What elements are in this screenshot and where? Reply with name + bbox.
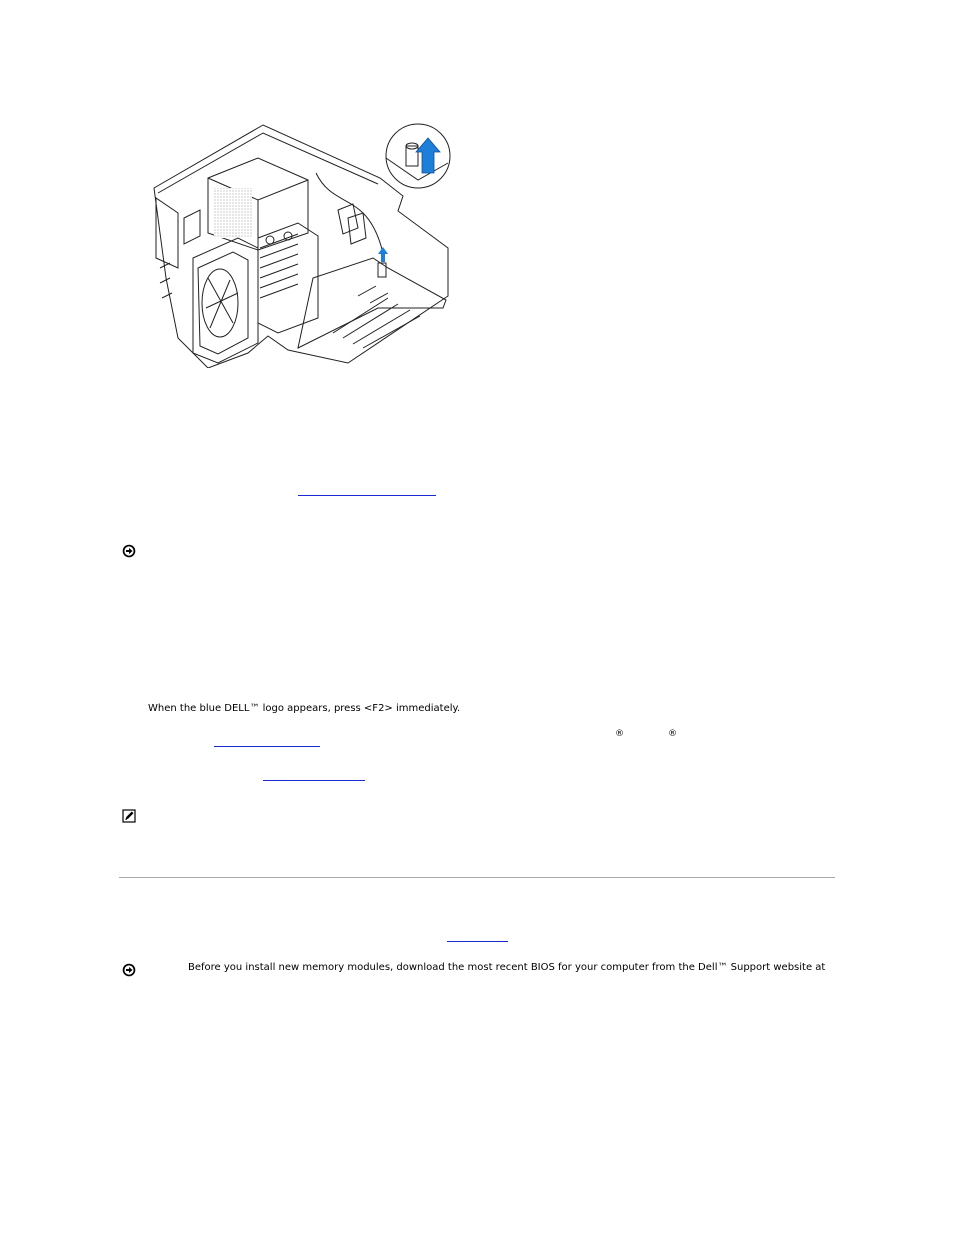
jumper-settings-link[interactable] [298, 495, 436, 496]
system-setup-link[interactable] [214, 746, 320, 747]
notice-icon [122, 963, 136, 977]
computer-interior-diagram [148, 118, 453, 368]
note-pencil-icon [122, 809, 136, 823]
cover-replace-link[interactable] [263, 780, 365, 781]
notice-icon [122, 544, 136, 558]
registered-mark: ® [615, 729, 624, 739]
registered-mark: ® [668, 729, 677, 739]
memory-notice-text: Before you install new memory modules, download the most recent BIOS for your computer from the Dell™ Support website at [188, 962, 826, 973]
section-divider [119, 877, 835, 878]
step-text-f2: When the blue DELL™ logo appears, press <F2> immediately. [148, 703, 461, 714]
memory-overview-link[interactable] [447, 941, 508, 942]
